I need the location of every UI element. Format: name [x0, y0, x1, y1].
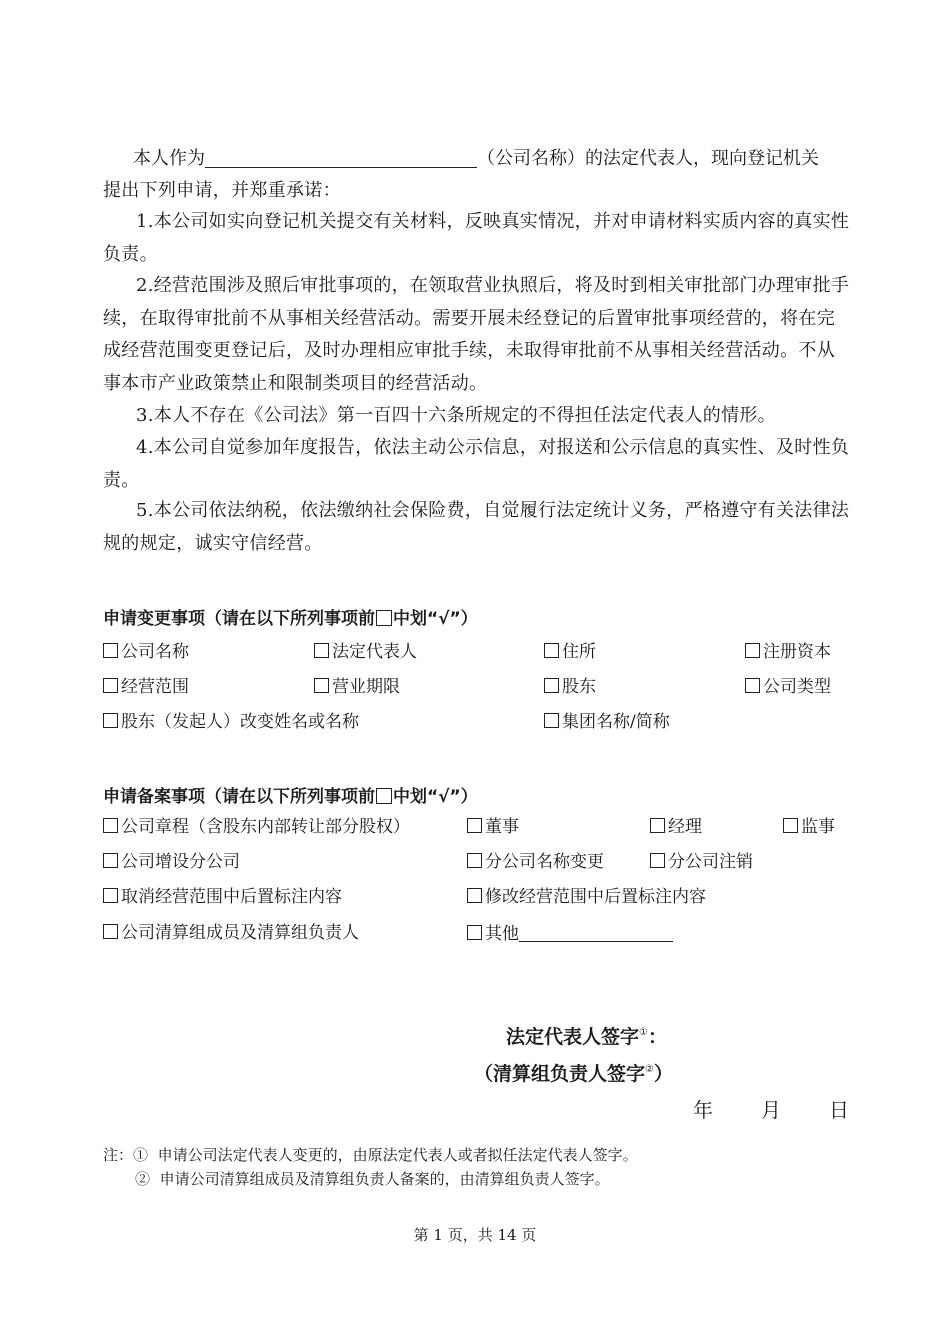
checkbox[interactable]	[783, 818, 798, 833]
checkbox[interactable]	[745, 643, 760, 658]
checkbox[interactable]	[103, 643, 118, 658]
checkbox[interactable]	[314, 643, 329, 658]
change-heading-text-b: 中划“√”）	[393, 609, 478, 629]
item-label: 营业期限	[332, 677, 400, 697]
intro-suffix: （公司名称）的法定代表人，现向登记机关	[477, 148, 819, 169]
item-label: 监事	[801, 817, 835, 837]
checkbox[interactable]	[650, 853, 665, 868]
intro-prefix: 本人作为	[133, 148, 205, 169]
filing-section-heading	[103, 782, 478, 807]
other-blank[interactable]	[519, 921, 673, 942]
checkbox[interactable]	[103, 818, 118, 833]
pledge-4	[103, 432, 850, 497]
change-item-group-name[interactable]	[544, 710, 670, 734]
item-label: 注册资本	[763, 642, 831, 662]
filing-item-liquidation[interactable]	[103, 921, 359, 945]
item-label: 公司名称	[121, 642, 189, 662]
item-label: 其他	[485, 924, 519, 944]
filing-item-add-branch[interactable]	[103, 850, 240, 874]
note-1-text: 申请公司法定代表人变更的，由原法定代表人或者拟任法定代表人签字。	[157, 1146, 638, 1164]
checkbox-sample-icon	[376, 610, 392, 626]
checkbox[interactable]	[544, 713, 559, 728]
pledge-5-text: 5.本公司依法纳税，依法缴纳社会保险费，自觉履行法定统计义务，严格遵守有关法律法规的规定，诚实守信经营。	[103, 500, 850, 554]
sig-line2-close: ）	[653, 1063, 673, 1085]
pledge-2-text: 2.经营范围涉及照后审批事项的，在领取营业执照后，将及时到相关审批部门办理审批手续，在取得审批前不从事相关经营活动。需要开展未经登记的后置审批事项经营的，将在完成经营范围变更登记后，及时办理相应审批手续，未取得审批前不从事相关经营活动。不从事本市产业政策禁止和限制类项目的经营活动。	[103, 275, 850, 394]
checkbox[interactable]	[544, 678, 559, 693]
change-item-shareholder-name[interactable]	[103, 710, 359, 734]
item-label: 分公司注销	[668, 852, 753, 872]
item-label: 经理	[668, 817, 702, 837]
change-heading-text-a: 申请变更事项（请在以下所列事项前	[103, 609, 375, 629]
date-month: 月	[761, 1098, 781, 1122]
checkbox[interactable]	[745, 678, 760, 693]
item-label: 公司章程（含股东内部转让部分股权）	[121, 817, 410, 837]
sig-line2-text: （清算组负责人签字	[474, 1063, 646, 1085]
note-1-mark: ①	[133, 1146, 149, 1164]
checkbox[interactable]	[467, 925, 482, 940]
item-label: 取消经营范围中后置标注内容	[121, 887, 342, 907]
checkbox[interactable]	[314, 678, 329, 693]
liquidation-signature-label	[474, 1059, 673, 1086]
checkbox[interactable]	[650, 818, 665, 833]
filing-item-branch-cancel[interactable]	[650, 850, 753, 874]
item-label: 董事	[485, 817, 519, 837]
pledge-5	[103, 495, 850, 560]
item-label: 法定代表人	[332, 642, 417, 662]
pledge-1	[103, 206, 850, 271]
item-label: 经营范围	[121, 677, 189, 697]
change-item-capital[interactable]	[745, 640, 831, 664]
filing-item-other[interactable]	[467, 921, 673, 946]
filing-item-manager[interactable]	[650, 815, 702, 839]
checkbox[interactable]	[544, 643, 559, 658]
intro-line	[103, 143, 819, 175]
filing-heading-text-b: 中划“√”）	[393, 787, 478, 807]
filing-item-articles[interactable]	[103, 815, 410, 839]
pledge-2	[103, 270, 850, 400]
change-item-address[interactable]	[544, 640, 596, 664]
date-day: 日	[829, 1098, 849, 1122]
change-item-company-type[interactable]	[745, 675, 831, 699]
item-label: 股东（发起人）改变姓名或名称	[121, 712, 359, 732]
sig-line1-text: 法定代表人签字	[506, 1026, 640, 1048]
item-label: 股东	[562, 677, 596, 697]
change-item-shareholder[interactable]	[544, 675, 596, 699]
checkbox[interactable]	[103, 888, 118, 903]
filing-item-director[interactable]	[467, 815, 519, 839]
company-name-blank[interactable]	[205, 145, 477, 168]
checkbox[interactable]	[467, 818, 482, 833]
item-label: 修改经营范围中后置标注内容	[485, 887, 706, 907]
checkbox[interactable]	[103, 678, 118, 693]
change-item-term[interactable]	[314, 675, 400, 699]
checkbox[interactable]	[467, 888, 482, 903]
date-year: 年	[693, 1098, 713, 1122]
item-label: 集团名称/简称	[562, 712, 670, 732]
change-section-heading	[103, 604, 478, 629]
note-2	[135, 1168, 610, 1190]
pledge-1-text: 1.本公司如实向登记机关提交有关材料，反映真实情况，并对申请材料实质内容的真实性负责。	[103, 211, 850, 265]
sig-line1-colon: ：	[647, 1026, 667, 1048]
checkbox[interactable]	[103, 853, 118, 868]
filing-heading-text-a: 申请备案事项（请在以下所列事项前	[103, 787, 375, 807]
checkbox-sample-icon	[376, 788, 392, 804]
item-label: 公司清算组成员及清算组负责人	[121, 923, 359, 943]
note-label: 注：	[103, 1146, 134, 1164]
item-label: 公司增设分公司	[121, 852, 240, 872]
pledge-3	[103, 400, 850, 433]
note-2-mark: ②	[135, 1170, 151, 1188]
legal-rep-signature-label	[506, 1022, 667, 1049]
intro-line2: 提出下列申请，并郑重承诺：	[103, 180, 341, 201]
filing-item-modify-annotation[interactable]	[467, 885, 706, 909]
pledge-3-text: 3.本人不存在《公司法》第一百四十六条所规定的不得担任法定代表人的情形。	[136, 405, 776, 426]
change-item-legal-rep[interactable]	[314, 640, 417, 664]
checkbox[interactable]	[103, 924, 118, 939]
filing-item-branch-rename[interactable]	[467, 850, 604, 874]
item-label: 分公司名称变更	[485, 852, 604, 872]
footnote-mark-1: ①	[639, 1027, 648, 1038]
footnote-mark-2: ②	[645, 1064, 654, 1075]
change-item-scope[interactable]	[103, 675, 189, 699]
filing-item-remove-annotation[interactable]	[103, 885, 342, 909]
note-1	[103, 1144, 638, 1166]
checkbox[interactable]	[467, 853, 482, 868]
item-label: 住所	[562, 642, 596, 662]
page-number: 第 1 页，共 14 页	[413, 1226, 537, 1244]
item-label: 公司类型	[763, 677, 831, 697]
checkbox[interactable]	[103, 713, 118, 728]
change-item-company-name[interactable]	[103, 640, 189, 664]
note-2-text: 申请公司清算组成员及清算组负责人备案的，由清算组负责人签字。	[159, 1170, 610, 1188]
pledge-4-text: 4.本公司自觉参加年度报告，依法主动公示信息，对报送和公示信息的真实性、及时性负责。	[103, 437, 850, 491]
filing-item-supervisor[interactable]	[783, 815, 835, 839]
